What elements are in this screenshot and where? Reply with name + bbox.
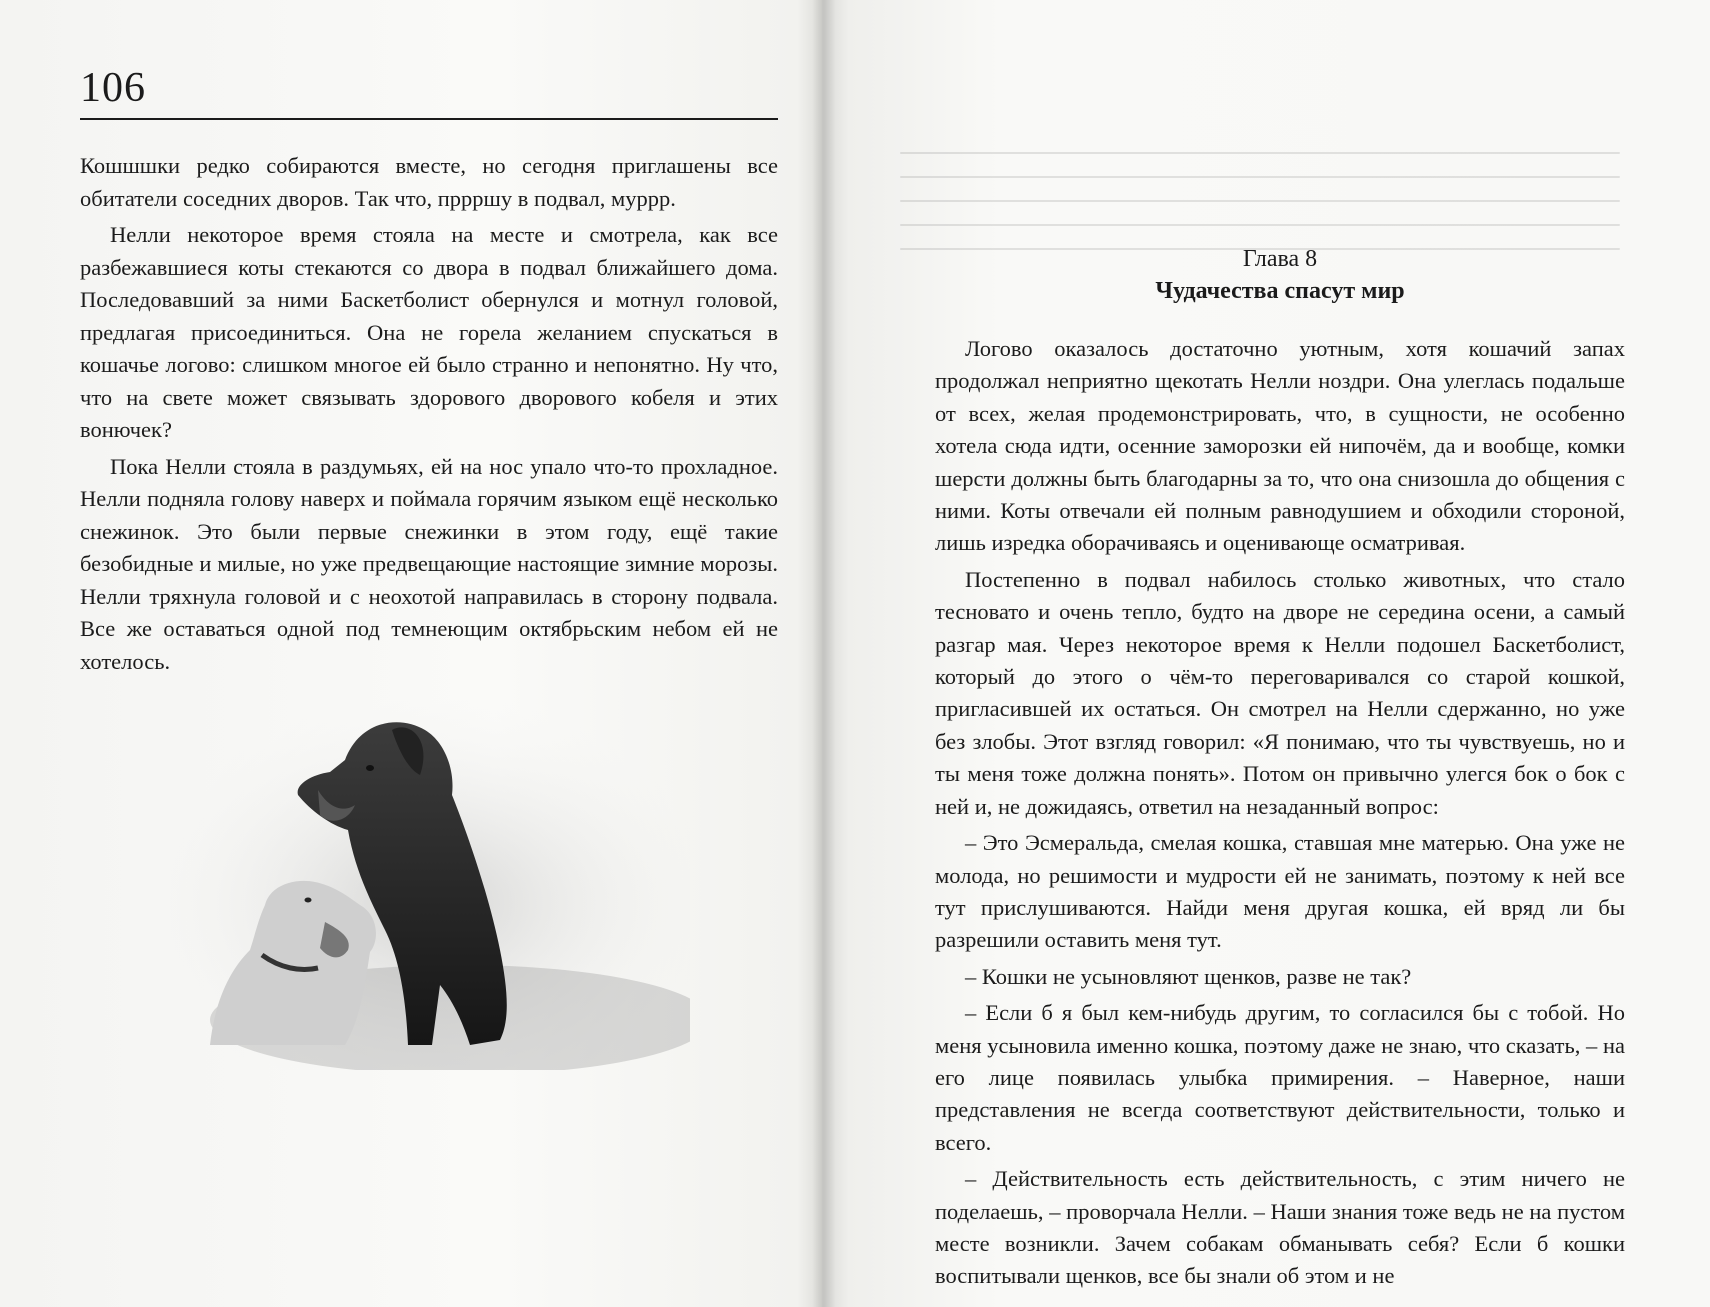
dialogue-line: – Если б я был кем-нибудь другим, то согласился бы с тобой. Но меня усыновила именно кошка, поэтому даже не знаю, что сказать, – на его лице появилась улыбка примирения. – Наверное, наши представления не всегда соответствуют действительности, только и всего. <box>935 1000 1625 1155</box>
dialogue-line: – Действительность есть действительность, с этим ничего не поделаешь, – проворчала Нелли. – Наши знания тоже ведь не на пустом месте возникли. Зачем собакам обманывать себя? Если б кошки воспитывали щенков, все бы знали об этом и не <box>935 1166 1625 1289</box>
paragraph: Нелли некоторое время стояла на месте и смотрела, как все разбежавшиеся коты стекаются со двора в подвал ближайшего дома. Последовавший за ними Баскетболист обернулся и мотнул головой, предлагая присоединиться. Она не горела желанием спускаться в кошачье логово: слишком многое ей было странно и непонятно. Ну что, что на свете может связывать здорового дворового кобеля и этих вонючек? <box>80 222 778 442</box>
dialogue-line: – Кошки не усыновляют щенков, разве не так? <box>965 963 1412 989</box>
book-gutter <box>812 0 836 1307</box>
paragraph: Пока Нелли стояла в раздумьях, ей на нос упало что-то прохладное. Нелли подняла голову наверх и поймала горячим языком ещё несколько снежинок. Это были первые снежинки в этом году, ещё такие безобидные и милые, но уже предвещающие настоящие зимние морозы. Нелли тряхнула головой и с неохотой направилась в сторону подвала. Все же оставаться одной под темнеющим октябрьским небом ей не хотелось. <box>80 453 778 674</box>
left-page-text <box>80 150 778 682</box>
light-dog-eye <box>305 898 312 903</box>
page-number: 106 <box>80 65 146 111</box>
paragraph: Логово оказалось достаточно уютным, хотя кошачий запах продолжал неприятно щекотать Нелли ноздри. Она улеглась подальше от всех, желая продемонстрировать, что, в сущности, не особенно хотела сюда идти, осенние заморозки ей нипочём, да и вообще, комки шерсти должны быть благодарны за то, что она снизошла до общения с ними. Коты отвечали ей полным равнодушием и обходили стороной, лишь изредка оборачиваясь и оценивающе осматривая. <box>935 336 1625 556</box>
chapter-title: Чудачества спасут мир <box>1155 278 1405 304</box>
left-page <box>0 0 822 1307</box>
paragraph: Постепенно в подвал набилось столько животных, что стало тесновато и очень тепло, будто на дворе не середина осени, а самый разгар мая. Через некоторое время к Нелли подошел Баскетболист, который до этого о чём-то переговаривался со старой кошкой, пригласившей их остаться. Он смотрел на Нелли сдержанно, но уже без злобы. Этот взгляд говорил: «Я понимаю, что ты чувствуешь, но и ты меня тоже должна понять». Потом он привычно улегся бок о бок с ней и, не дожидаясь, ответил на незаданный вопрос: <box>935 566 1625 819</box>
dialogue-line: – Это Эсмеральда, смелая кошка, ставшая мне матерью. Она уже не молода, но решимости и мудрости ей не занимать, поэтому к ней все тут прислушиваются. Найди меня другая кошка, ей вряд ли бы разрешили оставить меня тут. <box>935 830 1625 953</box>
dogs-illustration <box>170 700 690 1070</box>
right-page-text <box>935 333 1625 1297</box>
header-rule <box>80 118 778 120</box>
paragraph: Кошшшки редко собираются вместе, но сегодня приглашены все обитатели соседних дворов. Так что, пррршу в подвал, муррр. <box>80 153 778 211</box>
dark-dog-eye <box>366 765 374 771</box>
chapter-number: Глава 8 <box>1242 246 1318 272</box>
show-through-text <box>900 130 1620 260</box>
